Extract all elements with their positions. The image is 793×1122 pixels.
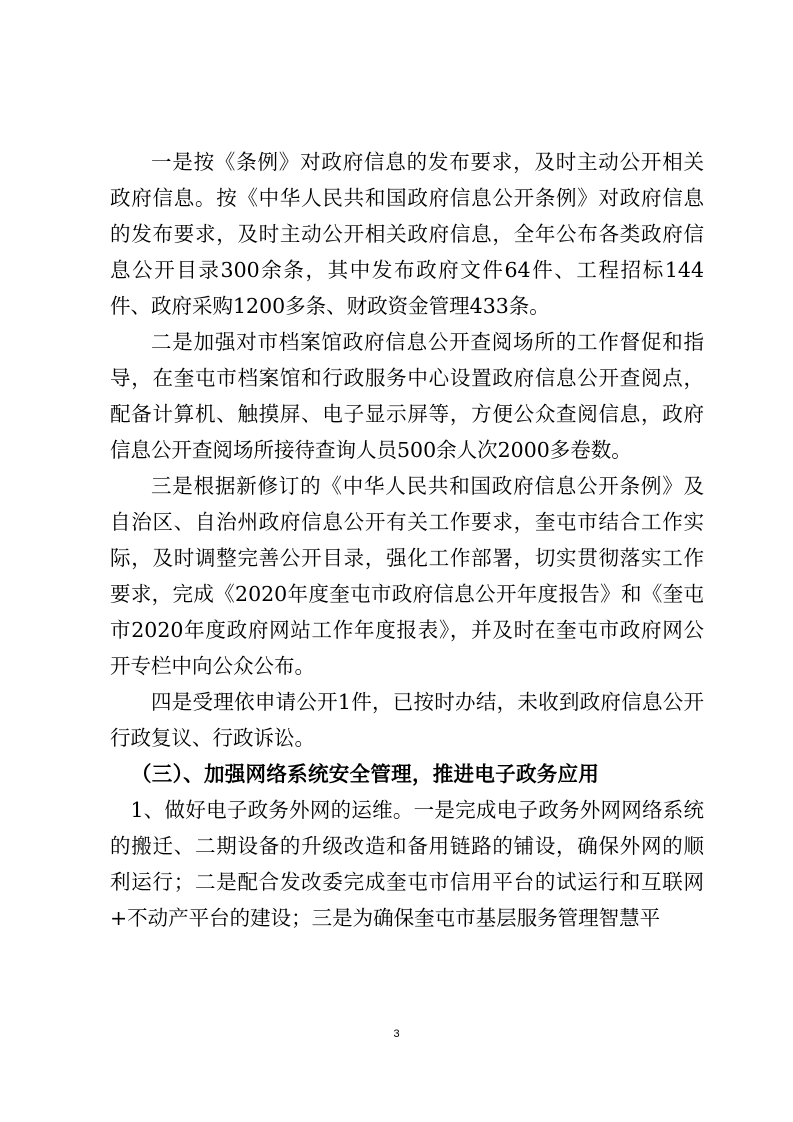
document-body [110,144,704,936]
section-heading: （三）、加强网络系统安全管理，推进电子政务应用 [131,762,600,786]
paragraph-1: 一是按《条例》对政府信息的发布要求，及时主动公开相关政府信息。按《中华人民共和国政府信息公开条例》对政府信息的发布要求，及时主动公开相关政府信息，全年公布各类政府信息公开目录300余条，其中发布政府文件64件、工程招标144件、政府采购1200多条、财政资金管理433条。 [110,150,704,318]
paragraph-3: 三是根据新修订的《中华人民共和国政府信息公开条例》及自治区、自治州政府信息公开有关工作要求，奎屯市结合工作实际，及时调整完善公开目录，强化工作部署，切实贯彻落实工作要求，完成《2020年度奎屯市政府信息公开年度报告》和《奎屯市2020年度政府网站工作年度报表》，并及时在奎屯市政府网公开专栏中向公众公布。 [110,474,704,678]
paragraph-2: 二是加强对市档案馆政府信息公开查阅场所的工作督促和指导，在奎屯市档案馆和行政服务中心设置政府信息公开查阅点，配备计算机、触摸屏、电子显示屏等，方便公众查阅信息，政府信息公开查阅场所接待查询人员500余人次2000多卷数。 [110,330,704,462]
paragraph-4: 四是受理依申请公开1件，已按时办结，未收到政府信息公开行政复议、行政诉讼。 [110,690,704,750]
page-number: 3 [393,1028,400,1040]
item-paragraph: 1、做好电子政务外网的运维。一是完成电子政务外网网络系统的搬迁、二期设备的升级改造和备用链路的铺设，确保外网的顺利运行；二是配合发改委完成奎屯市信用平台的试运行和互联网+不动产平台的建设；三是为确保奎屯市基层服务管理智慧平 [110,798,704,930]
